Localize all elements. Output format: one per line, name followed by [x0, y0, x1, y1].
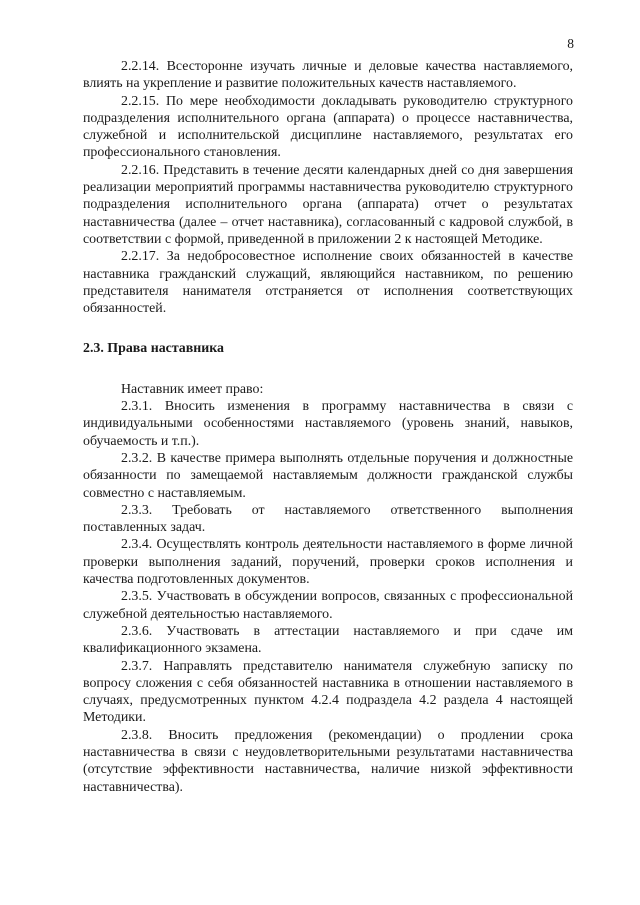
clause-2-3-6: 2.3.6. Участвовать в аттестации наставляемого и при сдаче им квалификационного экзамена.: [83, 623, 573, 657]
document-body: [83, 58, 573, 796]
page-number: 8: [567, 36, 574, 51]
clause-2-3-2: 2.3.2. В качестве примера выполнять отдельные поручения и должностные обязанности по замещаемой наставляемым должности гражданской службы совместно с наставляемым.: [83, 450, 573, 501]
section-title: 2.3. Права наставника: [83, 341, 225, 357]
clause-2-3-8: 2.3.8. Вносить предложения (рекомендации) о продлении срока наставничества в связи с неудовлетворительными результатами наставничества (отсутствие эффективности наставничества, наличие низкой эффективности наставничества).: [83, 727, 573, 795]
clause-2-2-15: 2.2.15. По мере необходимости докладывать руководителю структурного подразделения исполнительного органа (аппарата) о процессе наставничества, служебной и исполнительской дисциплине наставляемого, результатах его профессионального становления.: [83, 93, 573, 161]
clause-2-3-7: 2.3.7. Направлять представителю нанимателя служебную записку по вопросу сложения с себя обязанностей наставника в отношении наставляемого в случаях, предусмотренных пунктом 4.2.4 подраздела 4.2 раздела 4 настоящей Методики.: [83, 658, 573, 726]
clause-2-3-1: 2.3.1. Вносить изменения в программу наставничества в связи с индивидуальными особенностями наставляемого (уровень знаний, навыков, обучаемость и т.п.).: [83, 399, 573, 449]
clause-2-2-17: 2.2.17. За недобросовестное исполнение своих обязанностей в качестве наставника гражданский служащий, являющийся наставником, по решению представителя нанимателя отстраняется от исполнения соответствующих обязанностей.: [83, 249, 573, 317]
section-intro: Наставник имеет право:: [121, 381, 264, 397]
clause-2-3-4: 2.3.4. Осуществлять контроль деятельности наставляемого в форме личной проверки выполнения заданий, поручений, проверки сроков исполнения и качества подготовленных документов.: [83, 537, 573, 588]
clause-2-2-16: 2.2.16. Представить в течение десяти календарных дней со дня завершения реализации мероприятий программы наставничества руководителю структурного подразделения исполнительного органа (аппарата) отчет о результатах наставничества (далее – отчет наставника), согласованный с кадровой службой, в соответствии с формой, приведенной в приложении 2 к настоящей Методике.: [83, 162, 573, 247]
clause-2-3-3: 2.3.3. Требовать от наставляемого ответственного выполнения поставленных задач.: [83, 502, 573, 536]
clause-2-3-5: 2.3.5. Участвовать в обсуждении вопросов, связанных с профессиональной служебной деятельностью наставляемого.: [83, 589, 573, 622]
clause-2-2-14: 2.2.14. Всесторонне изучать личные и деловые качества наставляемого, влиять на укрепление и развитие положительных качеств наставляемого.: [83, 59, 573, 92]
